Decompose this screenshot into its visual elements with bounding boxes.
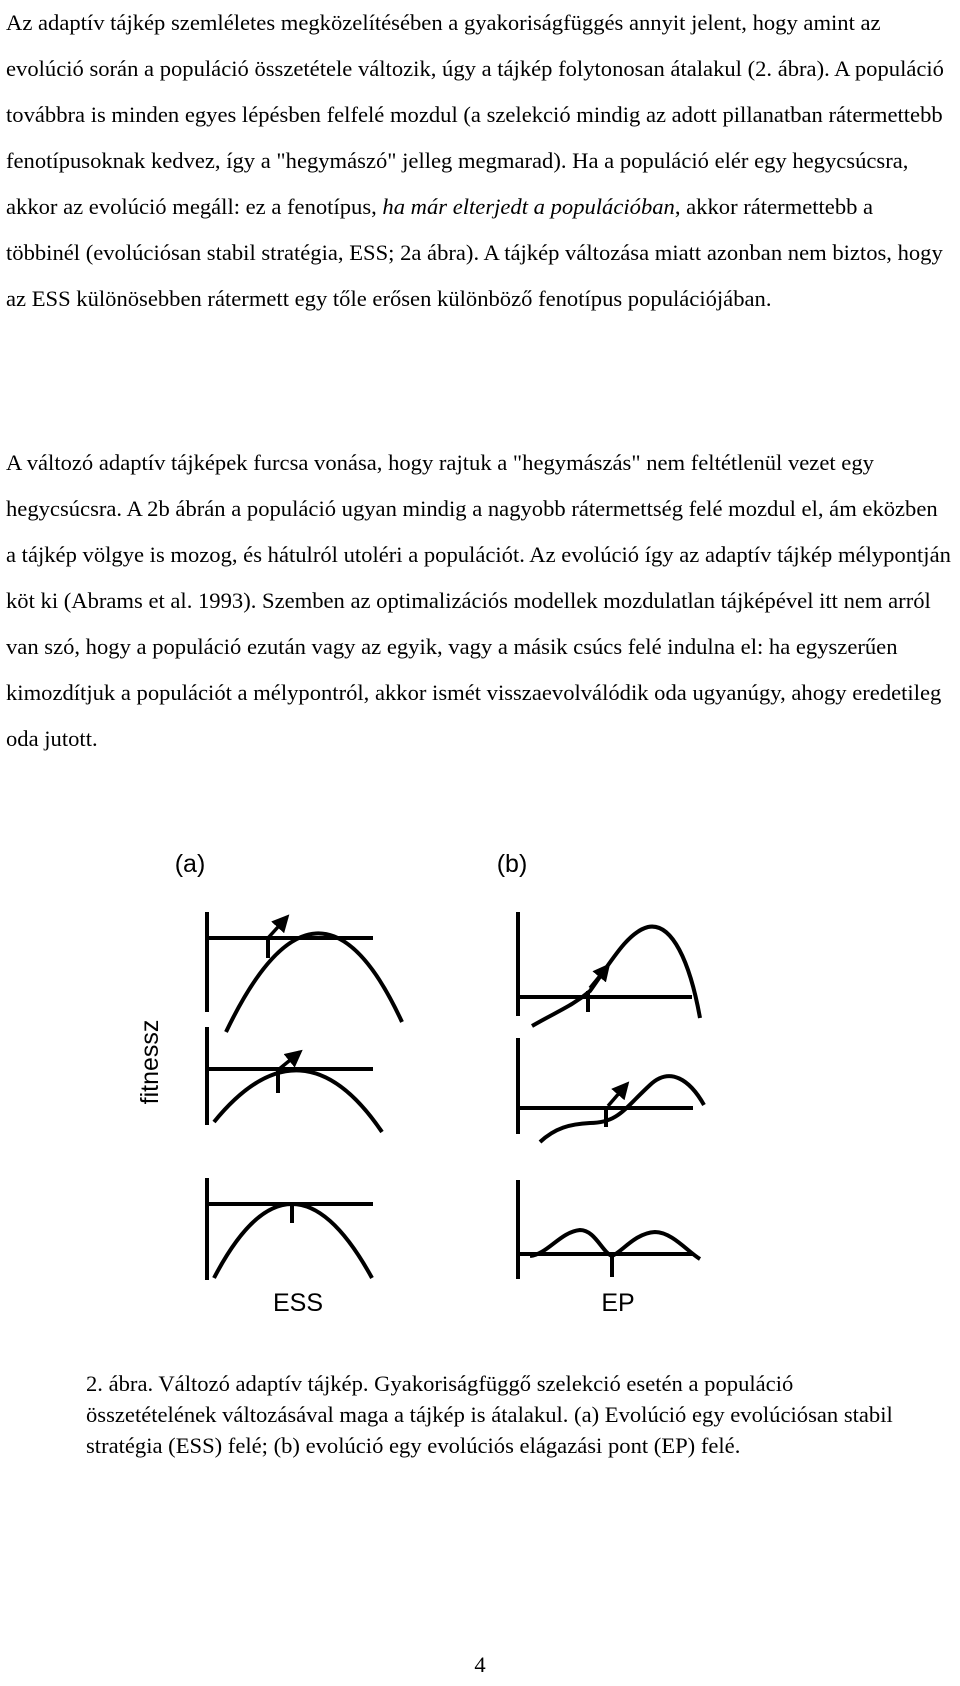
y-axis-label: fitnessz [136, 1019, 164, 1105]
fitness-curve [226, 933, 402, 1032]
fitness-curve [532, 927, 700, 1026]
paragraph-1-text-a: Az adaptív tájkép szemléletes megközelítésében a gyakoriságfüggés annyit jelent, hogy amint az evolúció során a populáció összetétele változik, úgy a tájkép folytonosan átalakul (2. ábra). A populáció továbbra is minden egyes lépésben felfelé mozdul (a szelekció mindig az adott pillanatban rátermettebb fenotípusoknak kedvez, így a "hegymászó" jelleg megmarad). Ha a populáció elér egy hegycsúcsra, akkor az evolúció megáll: ez a fenotípus, [6, 10, 944, 219]
arrow-icon [590, 966, 608, 988]
figure-2-diagram [0, 850, 960, 1360]
ep-label: EP [601, 1289, 635, 1317]
axis-lines [207, 912, 373, 1012]
paragraph-1-text-b: , akkor rátermettebb a többinél (evolúciósan stabil stratégia, ESS; 2a ábra). A tájkép változása miatt azonban nem biztos, hogy az ESS különösebben rátermett egy tőle erősen különböző fenotípus populációjában. [6, 194, 943, 311]
axis-lines [518, 912, 692, 1016]
arrow-icon [268, 917, 287, 938]
arrow-icon [608, 1084, 627, 1106]
panel-b-landscape-1 [518, 912, 700, 1026]
body-paragraph-1 [6, 0, 951, 322]
ess-label: ESS [272, 1289, 324, 1317]
panel-a-landscape-1 [207, 912, 402, 1032]
fitness-curve [214, 1070, 382, 1132]
paragraph-1-italic: ha már elterjedt a populációban [382, 194, 675, 219]
panel-b-landscape-3 [518, 1180, 700, 1279]
panel-a-label: (a) [174, 850, 206, 878]
axis-lines [518, 1180, 693, 1279]
page-number: 4 [474, 1652, 486, 1677]
panel-b-label: (b) [496, 850, 528, 878]
panel-b-landscape-2 [518, 1038, 704, 1142]
body-paragraph-2: A változó adaptív tájképek furcsa vonása, hogy rajtuk a "hegymászás" nem feltétlenül vezet egy hegycsúcsra. A 2b ábrán a populáció ugyan mindig a nagyobb rátermettség felé mozdul el, ám eközben a tájkép völgye is mozog, és hátulról utoléri a populációt. Az evolúció így az adaptív tájkép mélypontján köt ki (Abrams et al. 1993). Szemben az optimalizációs modellek mozdulatlan tájképével itt nem arról van szó, hogy a populáció ezután vagy az egyik, vagy a másik csúcs felé indulna el: ha egyszerűen kimozdítjuk a populációt a mélypontról, akkor ismét visszaevolválódik oda ugyanúgy, ahogy eredetileg oda jutott. [6, 450, 951, 751]
figure-2 [0, 850, 960, 1360]
figure-caption: 2. ábra. Változó adaptív tájkép. Gyakoriságfüggő szelekció esetén a populáció összetételének változásával maga a tájkép is átalakul. (a) Evolúció egy evolúciósan stabil stratégia (ESS) felé; (b) evolúció egy evolúciós elágazási pont (EP) felé. [86, 1371, 893, 1458]
axis-lines [207, 1027, 373, 1125]
panel-a-landscape-3 [207, 1178, 373, 1280]
panel-a-landscape-2 [207, 1027, 382, 1132]
axis-lines [207, 1178, 373, 1280]
